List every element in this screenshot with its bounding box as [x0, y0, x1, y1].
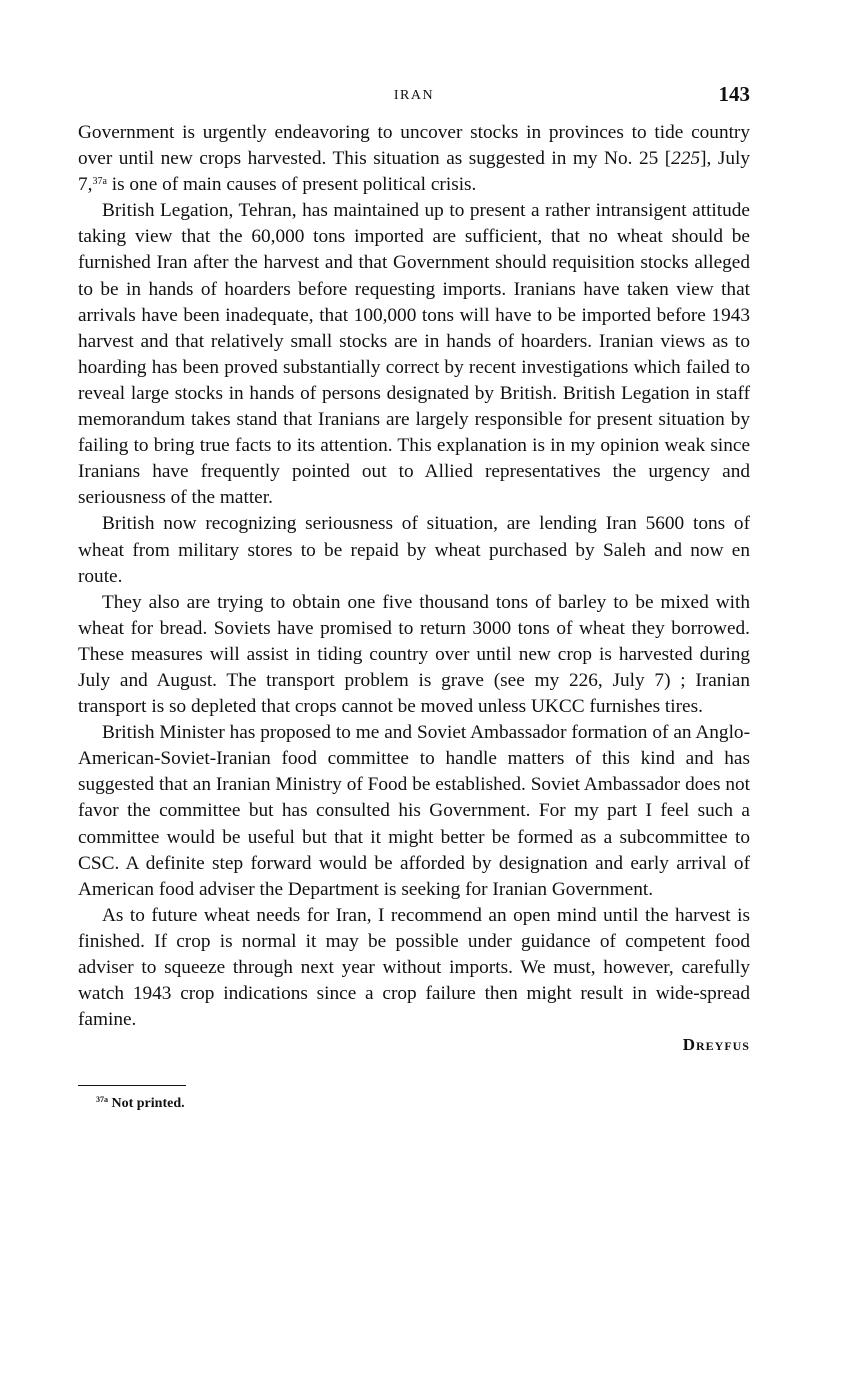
body-text	[78, 120, 750, 1033]
paragraph-4: They also are trying to obtain one five thousand tons of barley to be mixed with wheat for bread. Soviets have promised to return 3000 tons of wheat they borrowed. These measures will assist in tiding country over until new crop is harvested during July and August. The transport problem is grave (see my 226, July 7) ; Iranian transport is so depleted that crops cannot be moved unless UKCC furnishes tires.	[78, 591, 750, 718]
paragraph-6: As to future wheat needs for Iran, I recommend an open mind until the harvest is finished. If crop is normal it may be possible under guidance of competent food adviser to squeeze through next year without imports. We must, however, carefully watch 1943 crop indications since a crop failure then might result in wide-spread famine.	[78, 904, 750, 1031]
signature: Dreyfus	[682, 1035, 750, 1055]
running-title: IRAN	[393, 88, 435, 103]
footnote-reference: 37a	[92, 176, 107, 188]
paragraph-2: British Legation, Tehran, has maintained up to present a rather intransigent attitude taking view that the 60,000 tons imported are sufficient, that no wheat should be furnished Iran after the harvest and that Government should requisition stocks alleged to be in hands of hoarders before requesting imports. Iranians have taken view that arrivals have been inadequate, that 100,000 tons will have to be imported before 1943 harvest and that relatively small stocks are in hands of hoarders. Iranian views as to hoarding has been proved substantially correct by recent investigations which failed to reveal large stocks in hands of persons designated by British. British Legation in staff memorandum takes stand that Iranians are largely responsible for present situation by failing to bring true facts to its attention. This explanation is in my opinion weak since Iranians have frequently pointed out to Allied representatives the urgency and seriousness of the matter.	[78, 200, 750, 509]
page-number: 143	[718, 82, 750, 106]
document-page	[78, 80, 750, 1112]
paragraph-1	[78, 120, 750, 198]
paragraph-1-text-c: is one of main causes of present political crisis.	[106, 174, 477, 196]
paragraph-3: British now recognizing seriousness of situation, are lending Iran 5600 tons of wheat from military stores to be repaid by wheat purchased by Saleh and now en route.	[78, 513, 750, 587]
paragraph-1-text-b: ], July 7,	[78, 148, 750, 196]
paragraph-5: British Minister has proposed to me and Soviet Ambassador formation of an Anglo-American-Soviet-Iranian food committee to handle matters of this kind and has suggested that an Iranian Ministry of Food be established. Soviet Ambassador does not favor the committee but has consulted his Government. For my part I feel such a committee would be useful but that it might better be formed as a subcommittee to CSC. A definite step forward would be afforded by designation and early arrival of American food adviser the Department is seeking for Iranian Government.	[78, 722, 750, 900]
paragraph-1-text-a: Government is urgently endeavoring to uncover stocks in provinces to tide country over until new crops harvested. This situation as suggested in my No. 25 [	[78, 122, 750, 170]
footnote-mark: 37a	[96, 1095, 108, 1105]
footnote-text: Not printed.	[108, 1096, 185, 1112]
document-reference: 225	[671, 148, 701, 170]
footnote-rule	[78, 1085, 186, 1086]
running-head	[78, 80, 750, 120]
footnote	[78, 1096, 750, 1112]
